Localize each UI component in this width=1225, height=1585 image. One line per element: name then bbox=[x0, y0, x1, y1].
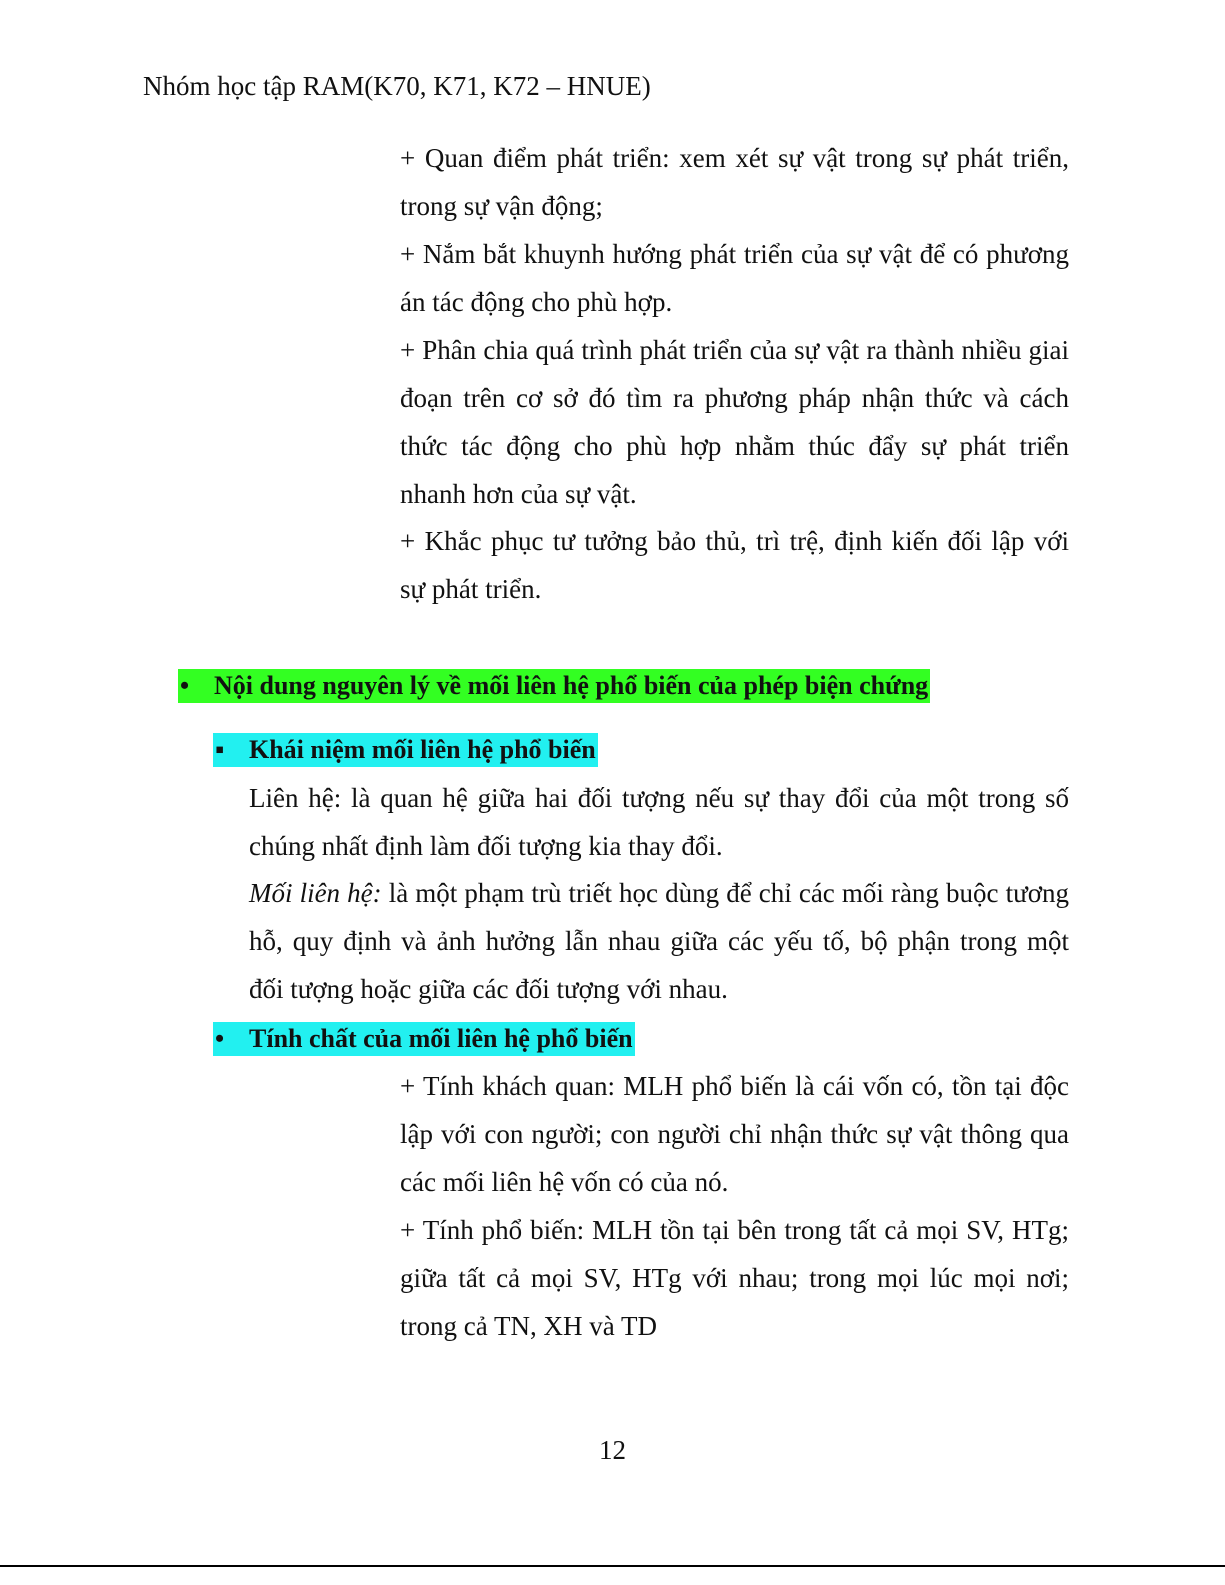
text-line: thức tác động cho phù hợp nhằm thúc đẩy sự phát triển bbox=[400, 431, 1069, 461]
paragraph-divide-process bbox=[400, 326, 1069, 518]
text-line: lập với con người; con người chỉ nhận thức sự vật thông qua bbox=[400, 1119, 1069, 1149]
paragraph-universality bbox=[400, 1206, 1069, 1350]
paragraph-grasp-trend bbox=[400, 230, 1069, 326]
heading-text: Nội dung nguyên lý về mối liên hệ phổ biến của phép biện chứng bbox=[214, 671, 929, 700]
text-line: + Phân chia quá trình phát triển của sự vật ra thành nhiều giai bbox=[400, 335, 1069, 365]
heading-concept bbox=[213, 733, 598, 767]
paragraph-development-viewpoint bbox=[400, 134, 1069, 230]
page-header: Nhóm học tập RAM(K70, K71, K72 – HNUE) bbox=[143, 71, 651, 101]
text-line: trong cả TN, XH và TD bbox=[400, 1311, 657, 1341]
text-line: án tác động cho phù hợp. bbox=[400, 287, 673, 317]
text-line: trong sự vận động; bbox=[400, 191, 603, 221]
text-line: + Khắc phục tư tưởng bảo thủ, trì trệ, định kiến đối lập với bbox=[400, 526, 1069, 556]
text-line: + Nắm bắt khuynh hướng phát triển của sự vật để có phương bbox=[400, 239, 1069, 269]
bullet-icon: • bbox=[215, 1024, 225, 1053]
text-line: đoạn trên cơ sở đó tìm ra phương pháp nhận thức và cách bbox=[400, 383, 1069, 413]
text-line: Liên hệ: là quan hệ giữa hai đối tượng nếu sự thay đổi của một trong số bbox=[249, 783, 1069, 813]
defined-term: Mối liên hệ: bbox=[249, 878, 382, 908]
text-line: + Tính khách quan: MLH phổ biến là cái vốn có, tồn tại độc bbox=[400, 1071, 1069, 1101]
text-line bbox=[249, 869, 1069, 917]
paragraph-objectivity bbox=[400, 1062, 1069, 1206]
paragraph-definition-connection bbox=[249, 869, 1069, 1013]
text-line: + Quan điểm phát triển: xem xét sự vật trong sự phát triển, bbox=[400, 143, 1069, 173]
text-line: chúng nhất định làm đối tượng kia thay đổi. bbox=[249, 831, 723, 861]
bullet-icon: • bbox=[180, 671, 190, 700]
text-line: hỗ, quy định và ảnh hưởng lẫn nhau giữa các yếu tố, bộ phận trong một bbox=[249, 926, 1069, 956]
heading-text: Tính chất của mối liên hệ phổ biến bbox=[249, 1024, 633, 1053]
definition-text: là một phạm trù triết học dùng để chỉ các mối ràng buộc tương bbox=[381, 878, 1069, 908]
text-line: giữa tất cả mọi SV, HTg với nhau; trong mọi lúc mọi nơi; bbox=[400, 1263, 1069, 1293]
text-line: sự phát triển. bbox=[400, 574, 542, 604]
text-line: đối tượng hoặc giữa các đối tượng với nhau. bbox=[249, 974, 728, 1004]
text-line: các mối liên hệ vốn có của nó. bbox=[400, 1167, 729, 1197]
heading-main-principle bbox=[178, 669, 930, 703]
text-line: + Tính phổ biến: MLH tồn tại bên trong tất cả mọi SV, HTg; bbox=[400, 1215, 1069, 1245]
paragraph-definition-relation bbox=[249, 774, 1069, 870]
heading-properties bbox=[213, 1022, 635, 1056]
bullet-icon: ▪ bbox=[215, 735, 225, 764]
paragraph-overcome-conservatism bbox=[400, 517, 1069, 613]
page-bottom-divider bbox=[0, 1565, 1225, 1567]
heading-text: Khái niệm mối liên hệ phổ biến bbox=[249, 735, 596, 764]
page-number: 12 bbox=[599, 1435, 626, 1465]
text-line: nhanh hơn của sự vật. bbox=[400, 479, 637, 509]
